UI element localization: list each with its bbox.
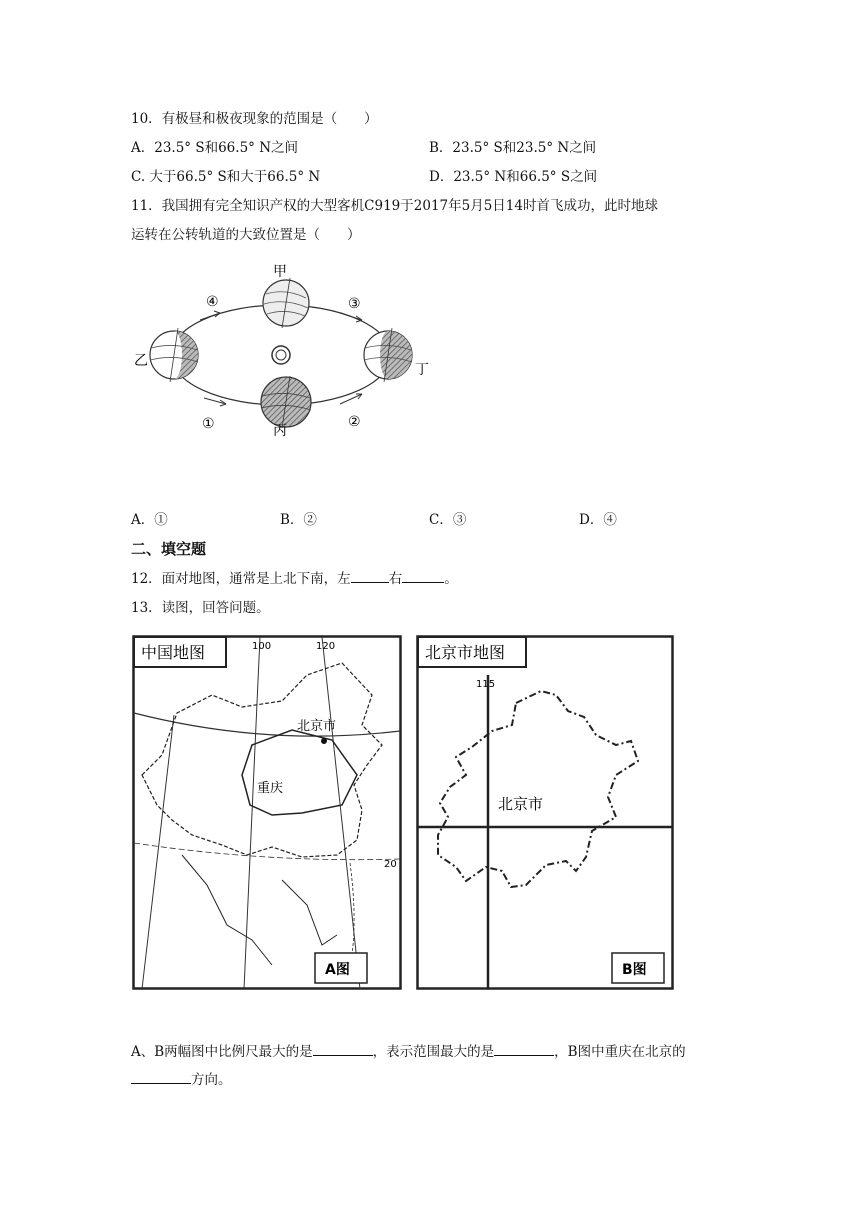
map-a-label: A图 [325,962,350,978]
q13-blank-largest-range[interactable] [494,1041,554,1056]
q12-line [131,568,458,589]
q13-stem: 13．读图，回答问题。 [131,600,270,616]
q11-stem-line2: 运转在公转轨道的大致位置是（ ） [131,227,361,243]
map-b-lon115: 115 [476,679,496,690]
q13-part-a: A、B两幅图中比例尺最大的是 [131,1044,313,1060]
map-b-beijing: 北京市 [498,795,544,813]
q13-question-line2 [131,1069,232,1090]
q11-option-a[interactable]: A．① [131,512,168,528]
arrow-label-1: ① [202,416,215,432]
q10-option-b[interactable]: B．23.5° S和23.5° N之间 [429,140,597,156]
section-title-fill-in: 二、填空题 [131,540,207,558]
map-a-title: 中国地图 [141,643,206,662]
q12-blank-left[interactable] [351,568,389,583]
earth-ding [364,328,412,382]
q11-option-c[interactable]: C．③ [429,512,467,528]
map-a-beijing: 北京市 [297,719,337,734]
q12-part3: 。 [444,571,458,587]
map-b-beijing [416,635,674,990]
arrow-label-4: ④ [206,294,219,310]
q13-question-line1 [131,1041,686,1062]
earth-bing [261,376,311,428]
arrow-label-3: ③ [348,296,361,312]
label-ding: 丁 [415,362,429,378]
q10-option-a[interactable]: A．23.5° S和66.5° N之间 [131,140,299,156]
q12-part2: 右 [388,571,403,587]
q11-option-d[interactable]: D．④ [579,512,617,528]
q13-blank-largest-scale[interactable] [313,1041,373,1056]
q11-option-b[interactable]: B．② [280,512,317,528]
q10-stem: 10．有极昼和极夜现象的范围是（ ） [131,111,378,127]
earth-yi [150,328,198,382]
orbit-diagram [134,258,440,439]
map-a-lat20: 20 [384,859,397,870]
map-a-lon120: 120 [316,641,336,652]
map-a-chongqing: 重庆 [257,781,284,796]
map-a-china [132,635,402,990]
map-a-lon100: 100 [252,641,272,652]
q13-part-d: 方向。 [191,1072,232,1088]
label-jia: 甲 [273,264,287,280]
arrow-label-2: ② [348,414,361,430]
label-bing: 丙 [273,423,287,439]
q10-option-c[interactable]: C. 大于66.5° S和大于66.5° N [131,169,321,185]
map-b-title: 北京市地图 [425,643,506,662]
q13-blank-direction[interactable] [131,1069,191,1084]
map-b-label: B图 [622,962,647,978]
q10-option-d[interactable]: D．23.5° N和66.5° S之间 [429,169,598,185]
q11-stem-line1: 11．我国拥有完全知识产权的大型客机C919于2017年5月5日14时首飞成功，此时地球 [131,198,658,214]
q13-part-b: ，表示范围最大的是 [372,1044,495,1060]
label-yi: 乙 [134,353,148,369]
q13-part-c: ，B图中重庆在北京的 [554,1044,686,1060]
q12-part1: 12．面对地图，通常是上北下南，左 [131,571,351,587]
map-a-beijing-dot [321,738,327,744]
q12-blank-right[interactable] [402,568,444,583]
earth-jia [263,278,309,328]
